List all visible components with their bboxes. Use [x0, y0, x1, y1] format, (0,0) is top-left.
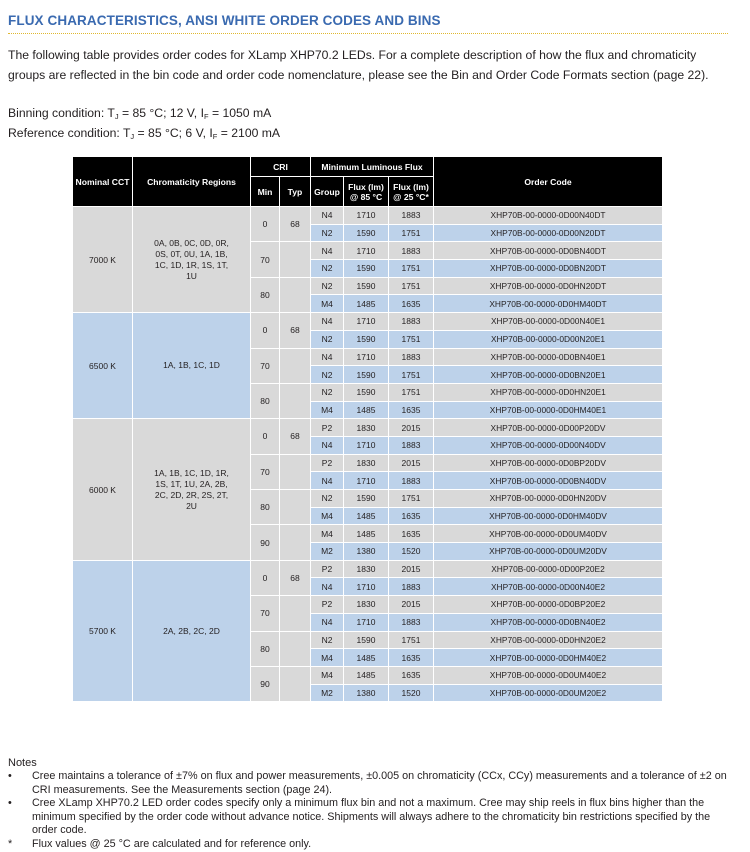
order-code-cell: XHP70B-00-0000-0D0HM40DT [434, 295, 663, 313]
flux-25-cell: 1883 [389, 348, 434, 366]
note-marker: * [8, 837, 13, 850]
order-code-cell: XHP70B-00-0000-0D0HN20E2 [434, 631, 663, 649]
order-code-cell: XHP70B-00-0000-0D0HN20DT [434, 277, 663, 295]
section-title: FLUX CHARACTERISTICS, ANSI WHITE ORDER CODES AND BINS [8, 13, 441, 28]
cri-min-cell: 0 [251, 313, 280, 348]
cri-min-cell: 0 [251, 560, 280, 595]
flux-85-cell: 1485 [344, 295, 389, 313]
order-code-cell: XHP70B-00-0000-0D0UM20DV [434, 543, 663, 561]
group-cell: M4 [311, 401, 344, 419]
flux-85-cell: 1710 [344, 348, 389, 366]
order-code-cell: XHP70B-00-0000-0D0UM20E2 [434, 684, 663, 702]
flux-25-cell: 1520 [389, 543, 434, 561]
flux-25-cell: 1751 [389, 277, 434, 295]
table-row [73, 313, 663, 331]
flux-25-cell: 1883 [389, 436, 434, 454]
table-row [73, 419, 663, 437]
order-code-table [72, 156, 663, 702]
group-cell: P2 [311, 419, 344, 437]
flux-25-cell: 1635 [389, 401, 434, 419]
group-cell: N2 [311, 366, 344, 384]
cct-cell: 6500 K [73, 313, 133, 419]
group-cell: N2 [311, 260, 344, 278]
order-code-cell: XHP70B-00-0000-0D0HM40E2 [434, 649, 663, 667]
group-cell: M2 [311, 684, 344, 702]
group-cell: N4 [311, 613, 344, 631]
cri-min-cell: 70 [251, 454, 280, 489]
cri-min-cell: 90 [251, 666, 280, 701]
order-code-cell: XHP70B-00-0000-0D0HM40E1 [434, 401, 663, 419]
flux-85-cell: 1710 [344, 613, 389, 631]
group-cell: P2 [311, 454, 344, 472]
group-cell: M2 [311, 543, 344, 561]
group-cell: N4 [311, 348, 344, 366]
cri-min-cell: 70 [251, 242, 280, 277]
flux-25-cell: 1883 [389, 472, 434, 490]
note-item [8, 797, 736, 838]
flux-85-cell: 1380 [344, 543, 389, 561]
flux-25-cell: 1883 [389, 242, 434, 260]
group-cell: M4 [311, 507, 344, 525]
order-code-cell: XHP70B-00-0000-0D0HN20E1 [434, 383, 663, 401]
flux-25-cell: 1751 [389, 260, 434, 278]
intro-paragraph: The following table provides order codes for XLamp XHP70.2 LEDs. For a complete description of how the flux and chromaticity groups are reflected in the bin code and order code nomenclature, please see the Bin and Order Code Formats section (page 22). [8, 48, 709, 82]
note-text: Cree maintains a tolerance of ±7% on flux and power measurements, ±0.005 on chromaticity (CCx, CCy) measurements and a tolerance of ±2 on CRI measurements. See the Measurements section (page 24). [32, 770, 727, 796]
group-cell: N4 [311, 242, 344, 260]
header-chromaticity: Chromaticity Regions [133, 157, 251, 207]
flux-85-cell: 1380 [344, 684, 389, 702]
cct-cell: 5700 K [73, 560, 133, 702]
cri-min-cell: 80 [251, 490, 280, 525]
order-code-cell: XHP70B-00-0000-0D00N40E2 [434, 578, 663, 596]
header-group: Group [311, 177, 344, 207]
header-flux-25: Flux (lm) @ 25 °C* [389, 177, 434, 207]
flux-25-cell: 1751 [389, 383, 434, 401]
flux-25-cell: 1751 [389, 366, 434, 384]
cri-min-cell: 80 [251, 277, 280, 312]
cri-typ-cell [280, 490, 311, 525]
flux-25-cell: 1635 [389, 525, 434, 543]
note-text: Cree XLamp XHP70.2 LED order codes specify only a minimum flux bin and not a maximum. Cree may ship reels in flux bins higher than the minimum specified by the order code without advance notice. Shipments will always adhere to the chromaticity bin restrictions specified by the order code. [32, 797, 711, 837]
flux-85-cell: 1590 [344, 277, 389, 295]
cri-typ-cell [280, 631, 311, 666]
cri-min-cell: 80 [251, 631, 280, 666]
flux-85-cell: 1830 [344, 560, 389, 578]
flux-85-cell: 1830 [344, 419, 389, 437]
chromaticity-cell: 0A, 0B, 0C, 0D, 0R, 0S, 0T, 0U, 1A, 1B, 1C, 1D, 1R, 1S, 1T, 1U [133, 207, 251, 313]
cri-typ-cell: 68 [280, 313, 311, 348]
flux-25-cell: 1751 [389, 330, 434, 348]
flux-25-cell: 2015 [389, 454, 434, 472]
group-cell: M4 [311, 295, 344, 313]
cri-typ-cell [280, 348, 311, 383]
flux-85-cell: 1710 [344, 578, 389, 596]
cri-typ-cell [280, 666, 311, 701]
flux-85-cell: 1485 [344, 507, 389, 525]
reference-condition: Reference condition: $T_J = 85$ °C; 6 V, $I_F = 2100$ mA [8, 126, 281, 141]
group-cell: M4 [311, 649, 344, 667]
notes-title: Notes [8, 757, 37, 769]
flux-85-cell: 1590 [344, 260, 389, 278]
order-code-cell: XHP70B-00-0000-0D0BN40E1 [434, 348, 663, 366]
cri-min-cell: 0 [251, 419, 280, 454]
cri-typ-cell [280, 454, 311, 489]
cri-typ-cell [280, 242, 311, 277]
order-code-cell: XHP70B-00-0000-0D0HM40DV [434, 507, 663, 525]
order-code-cell: XHP70B-00-0000-0D00P20E2 [434, 560, 663, 578]
group-cell: N2 [311, 631, 344, 649]
order-code-cell: XHP70B-00-0000-0D0BP20DV [434, 454, 663, 472]
cct-cell: 7000 K [73, 207, 133, 313]
flux-85-cell: 1590 [344, 490, 389, 508]
cri-min-cell: 90 [251, 525, 280, 560]
order-code-cell: XHP70B-00-0000-0D0UM40DV [434, 525, 663, 543]
cri-typ-cell: 68 [280, 207, 311, 242]
header-cri-typ: Typ [280, 177, 311, 207]
header-min-flux: Minimum Luminous Flux [311, 157, 434, 177]
table-row [73, 560, 663, 578]
cri-typ-cell [280, 383, 311, 418]
flux-85-cell: 1590 [344, 366, 389, 384]
order-code-cell: XHP70B-00-0000-0D00N40DV [434, 436, 663, 454]
order-code-cell: XHP70B-00-0000-0D00N40DT [434, 207, 663, 225]
notes-list [8, 770, 736, 852]
binning-condition: Binning condition: $T_J = 85$ °C; 12 V, $I_F = 1050$ mA [8, 106, 272, 121]
note-marker: • [8, 797, 12, 810]
group-cell: M4 [311, 525, 344, 543]
flux-25-cell: 1883 [389, 578, 434, 596]
flux-85-cell: 1710 [344, 207, 389, 225]
order-code-cell: XHP70B-00-0000-0D00N20DT [434, 224, 663, 242]
flux-25-cell: 1883 [389, 207, 434, 225]
order-code-cell: XHP70B-00-0000-0D0BN20E1 [434, 366, 663, 384]
flux-85-cell: 1485 [344, 401, 389, 419]
flux-85-cell: 1590 [344, 383, 389, 401]
cri-min-cell: 0 [251, 207, 280, 242]
group-cell: N2 [311, 490, 344, 508]
flux-85-cell: 1485 [344, 525, 389, 543]
flux-25-cell: 1635 [389, 649, 434, 667]
flux-25-cell: 1635 [389, 507, 434, 525]
order-code-cell: XHP70B-00-0000-0D0HN20DV [434, 490, 663, 508]
cct-cell: 6000 K [73, 419, 133, 561]
header-cri-min: Min [251, 177, 280, 207]
chromaticity-cell: 1A, 1B, 1C, 1D, 1R, 1S, 1T, 1U, 2A, 2B, 2C, 2D, 2R, 2S, 2T, 2U [133, 419, 251, 561]
group-cell: P2 [311, 596, 344, 614]
group-cell: N4 [311, 472, 344, 490]
order-code-cell: XHP70B-00-0000-0D00N20E1 [434, 330, 663, 348]
flux-25-cell: 1751 [389, 490, 434, 508]
group-cell: M4 [311, 666, 344, 684]
order-code-cell: XHP70B-00-0000-0D0BN40E2 [434, 613, 663, 631]
header-flux-85: Flux (lm) @ 85 °C [344, 177, 389, 207]
group-cell: N4 [311, 578, 344, 596]
cri-min-cell: 70 [251, 596, 280, 631]
group-cell: N2 [311, 330, 344, 348]
chromaticity-cell: 1A, 1B, 1C, 1D [133, 313, 251, 419]
note-text: Flux values @ 25 °C are calculated and for reference only. [32, 837, 312, 850]
flux-85-cell: 1830 [344, 454, 389, 472]
flux-85-cell: 1590 [344, 631, 389, 649]
order-code-cell: XHP70B-00-0000-0D0BN40DT [434, 242, 663, 260]
cri-min-cell: 80 [251, 383, 280, 418]
order-code-cell: XHP70B-00-0000-0D0UM40E2 [434, 666, 663, 684]
order-code-cell: XHP70B-00-0000-0D0BN20DT [434, 260, 663, 278]
flux-85-cell: 1710 [344, 242, 389, 260]
table-row [73, 207, 663, 225]
header-cri: CRI [251, 157, 311, 177]
title-divider [8, 33, 728, 34]
flux-25-cell: 1751 [389, 224, 434, 242]
cri-typ-cell [280, 277, 311, 312]
group-cell: N2 [311, 224, 344, 242]
cri-typ-cell: 68 [280, 560, 311, 595]
group-cell: N2 [311, 277, 344, 295]
flux-85-cell: 1710 [344, 436, 389, 454]
header-order-code: Order Code [434, 157, 663, 207]
flux-25-cell: 1635 [389, 666, 434, 684]
group-cell: N4 [311, 436, 344, 454]
group-cell: N2 [311, 383, 344, 401]
cri-min-cell: 70 [251, 348, 280, 383]
flux-85-cell: 1710 [344, 313, 389, 331]
note-item [8, 770, 736, 797]
flux-25-cell: 2015 [389, 596, 434, 614]
flux-25-cell: 2015 [389, 560, 434, 578]
flux-25-cell: 1635 [389, 295, 434, 313]
flux-25-cell: 1883 [389, 613, 434, 631]
order-code-cell: XHP70B-00-0000-0D0BN40DV [434, 472, 663, 490]
header-nominal-cct: Nominal CCT [73, 157, 133, 207]
flux-85-cell: 1590 [344, 224, 389, 242]
flux-25-cell: 1751 [389, 631, 434, 649]
flux-85-cell: 1830 [344, 596, 389, 614]
cri-typ-cell [280, 525, 311, 560]
order-code-cell: XHP70B-00-0000-0D0BP20E2 [434, 596, 663, 614]
flux-25-cell: 1883 [389, 313, 434, 331]
table-body [73, 207, 663, 702]
flux-85-cell: 1710 [344, 472, 389, 490]
group-cell: P2 [311, 560, 344, 578]
group-cell: N4 [311, 207, 344, 225]
flux-25-cell: 1520 [389, 684, 434, 702]
cri-typ-cell [280, 596, 311, 631]
group-cell: N4 [311, 313, 344, 331]
order-code-cell: XHP70B-00-0000-0D00N40E1 [434, 313, 663, 331]
cri-typ-cell: 68 [280, 419, 311, 454]
order-code-cell: XHP70B-00-0000-0D00P20DV [434, 419, 663, 437]
flux-25-cell: 2015 [389, 419, 434, 437]
chromaticity-cell: 2A, 2B, 2C, 2D [133, 560, 251, 702]
note-marker: • [8, 770, 12, 782]
flux-85-cell: 1590 [344, 330, 389, 348]
flux-85-cell: 1485 [344, 649, 389, 667]
flux-85-cell: 1485 [344, 666, 389, 684]
